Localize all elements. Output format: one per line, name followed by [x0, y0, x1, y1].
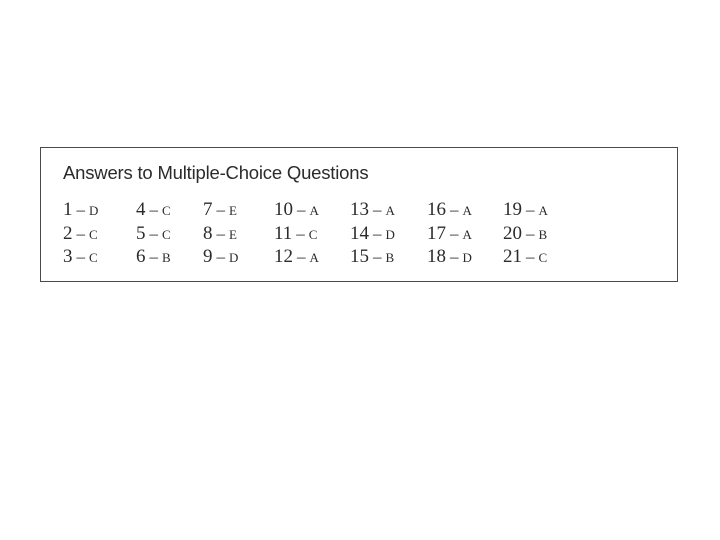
answer-dash: –	[76, 224, 85, 243]
answer-letter: C	[89, 250, 98, 265]
answer-number: 2	[63, 223, 73, 244]
answer-number: 18	[427, 246, 446, 267]
answer-number: 14	[350, 223, 369, 244]
answer-6	[136, 247, 171, 266]
answer-letter: A	[462, 203, 473, 218]
answer-number: 5	[136, 223, 146, 244]
answer-letter: C	[89, 227, 98, 242]
answer-letter: D	[89, 203, 99, 218]
answer-3	[63, 247, 98, 266]
answer-5	[136, 224, 171, 243]
answer-dash: –	[216, 224, 225, 243]
answer-number: 4	[136, 199, 146, 220]
answer-dash: –	[216, 200, 225, 219]
answer-dash: –	[526, 247, 535, 266]
answer-letter: A	[309, 203, 320, 218]
answer-dash: –	[297, 200, 306, 219]
answer-1	[63, 200, 99, 219]
answer-2	[63, 224, 98, 243]
answer-letter: B	[385, 250, 395, 265]
answer-letter: D	[462, 250, 473, 265]
answer-letter: E	[229, 203, 238, 218]
answer-7	[203, 200, 237, 219]
answer-number: 17	[427, 223, 446, 244]
answer-dash: –	[296, 224, 305, 243]
answer-key-title: Answers to Multiple-Choice Questions	[63, 162, 369, 183]
answer-letter: C	[162, 227, 171, 242]
answer-letter: B	[162, 250, 171, 265]
answer-dash: –	[149, 224, 158, 243]
answer-21	[503, 247, 547, 266]
answer-dash: –	[373, 200, 382, 219]
answer-dash: –	[373, 247, 382, 266]
answer-letter: D	[385, 227, 396, 242]
answer-dash: –	[76, 247, 85, 266]
answer-20	[503, 224, 547, 243]
answer-number: 21	[503, 246, 522, 267]
answer-dash: –	[76, 200, 85, 219]
answer-dash: –	[149, 247, 158, 266]
answer-dash: –	[526, 224, 535, 243]
answer-16	[427, 200, 472, 219]
answer-number: 11	[274, 223, 293, 244]
answer-number: 20	[503, 223, 522, 244]
answer-8	[203, 224, 237, 243]
answer-number: 1	[63, 199, 73, 220]
answer-letter: A	[538, 203, 549, 218]
answer-number: 8	[203, 223, 213, 244]
answer-14	[350, 224, 395, 243]
answer-dash: –	[373, 224, 382, 243]
answer-number: 9	[203, 246, 213, 267]
answer-10	[274, 200, 319, 219]
answer-letter: C	[538, 250, 548, 265]
answer-letter: A	[462, 227, 473, 242]
answer-number: 10	[274, 199, 293, 220]
answer-12	[274, 247, 319, 266]
answer-11	[274, 224, 318, 243]
answer-dash: –	[216, 247, 225, 266]
answer-number: 7	[203, 199, 213, 220]
answer-number: 3	[63, 246, 73, 267]
answer-letter: B	[538, 227, 548, 242]
answer-9	[203, 247, 239, 266]
answer-dash: –	[450, 224, 459, 243]
answer-number: 13	[350, 199, 369, 220]
answer-dash: –	[297, 247, 306, 266]
answer-letter: D	[229, 250, 239, 265]
answer-19	[503, 200, 548, 219]
answer-letter: A	[309, 250, 320, 265]
answer-number: 16	[427, 199, 446, 220]
answer-number: 12	[274, 246, 293, 267]
answer-letter: A	[385, 203, 396, 218]
answer-dash: –	[526, 200, 535, 219]
answer-4	[136, 200, 171, 219]
answer-dash: –	[149, 200, 158, 219]
answer-letter: C	[308, 227, 318, 242]
answer-15	[350, 247, 394, 266]
answer-letter: E	[229, 227, 238, 242]
answer-dash: –	[450, 247, 459, 266]
answer-17	[427, 224, 472, 243]
answer-dash: –	[450, 200, 459, 219]
answer-number: 15	[350, 246, 369, 267]
answer-13	[350, 200, 395, 219]
answer-key-box	[40, 147, 678, 282]
answer-number: 6	[136, 246, 146, 267]
answer-number: 19	[503, 199, 522, 220]
answer-18	[427, 247, 472, 266]
answer-letter: C	[162, 203, 171, 218]
